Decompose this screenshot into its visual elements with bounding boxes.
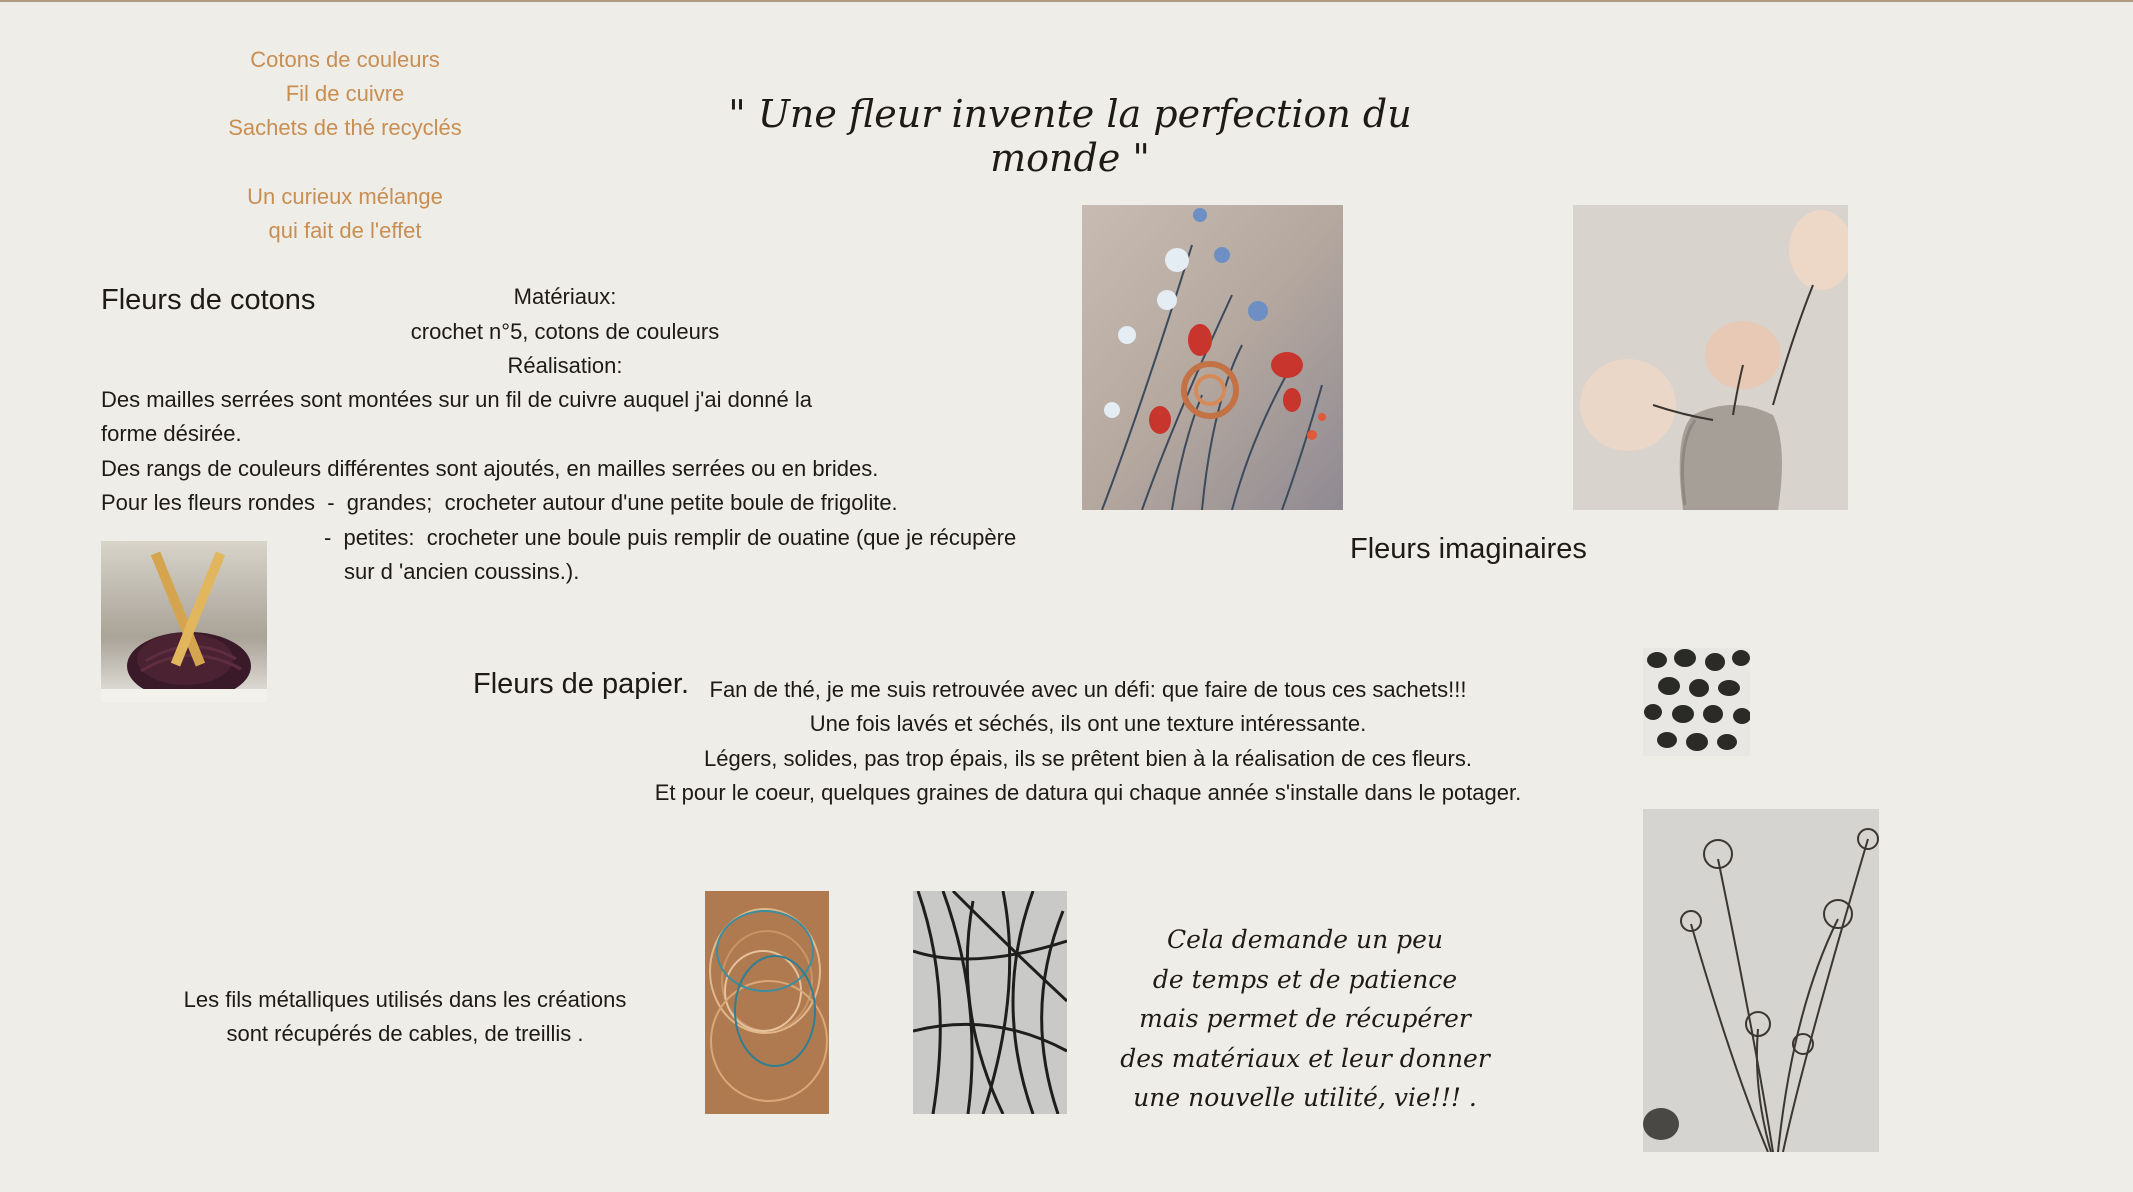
paper-heading: Fleurs de papier.	[473, 668, 690, 700]
patience-line: de temps et de patience	[1152, 964, 1458, 994]
round-flowers-line: Pour les fleurs rondes - grandes; crocheter autour d'une petite boule de frigolite.	[101, 489, 898, 515]
datura-seeds-photo	[1643, 648, 1750, 756]
cotton-flowers-photo	[1082, 205, 1343, 510]
cotton-para-line: forme désirée.	[101, 421, 242, 447]
crochet-yarn-photo	[101, 541, 267, 702]
copper-wire-photo	[705, 891, 829, 1114]
intro-line: Sachets de thé recyclés	[228, 115, 462, 140]
materials-label: Matériaux:	[513, 284, 617, 309]
intro-materials-list	[200, 43, 490, 145]
imaginaires-caption: Fleurs imaginaires	[1350, 533, 1587, 565]
wire-line: sont récupérés de cables, de treillis .	[226, 1021, 584, 1047]
intro-line: Fil de cuivre	[285, 81, 405, 106]
tagline-line: Un curieux mélange	[247, 184, 443, 209]
paper-line: Une fois lavés et séchés, ils ont une texture intéressante.	[809, 711, 1367, 737]
patience-paragraph	[1095, 920, 1515, 1118]
wire-flowers-photo	[1643, 809, 1879, 1152]
cotton-heading: Fleurs de cotons	[101, 284, 316, 316]
patience-line: des matériaux et leur donner	[1120, 1043, 1490, 1073]
intro-line: Cotons de couleurs	[250, 47, 440, 72]
black-wire-photo	[913, 891, 1067, 1114]
patience-line: une nouvelle utilité, vie!!! .	[1133, 1083, 1477, 1112]
paper-paragraph	[588, 673, 1588, 810]
intro-tagline	[200, 180, 490, 248]
page-quote-title: " Une fleur invente la perfection du monde "	[728, 92, 1412, 180]
paper-flowers-vase-photo	[1573, 205, 1848, 510]
patience-line: mais permet de récupérer	[1139, 1004, 1471, 1033]
small-flowers-line-2: sur d 'ancien coussins.).	[344, 559, 580, 584]
realisation-label: Réalisation:	[507, 353, 623, 378]
wire-paragraph	[150, 983, 660, 1052]
patience-line: Cela demande un peu	[1166, 925, 1444, 954]
paper-line: Légers, solides, pas trop épais, ils se prêtent bien à la réalisation de ces fleurs.	[704, 745, 1472, 771]
cotton-paragraph	[101, 383, 1061, 520]
paper-line: Et pour le coeur, quelques graines de datura qui chaque année s'installe dans le potager.	[654, 779, 1522, 805]
paper-line: Fan de thé, je me suis retrouvée avec un défi: que faire de tous ces sachets!!!	[709, 677, 1467, 702]
wire-line: Les fils métalliques utilisés dans les créations	[183, 987, 627, 1012]
small-flowers-line: - petites: crocheter une boule puis remplir de ouatine (que je récupère	[324, 525, 1017, 550]
cotton-para-line: Des rangs de couleurs différentes sont ajoutés, en mailles serrées ou en brides.	[101, 455, 879, 481]
tagline-line: qui fait de l'effet	[268, 218, 422, 243]
materials-value: crochet n°5, cotons de couleurs	[410, 319, 720, 344]
cotton-para-line: Des mailles serrées sont montées sur un fil de cuivre auquel j'ai donné la	[101, 387, 813, 412]
top-border-line	[0, 0, 2133, 2]
